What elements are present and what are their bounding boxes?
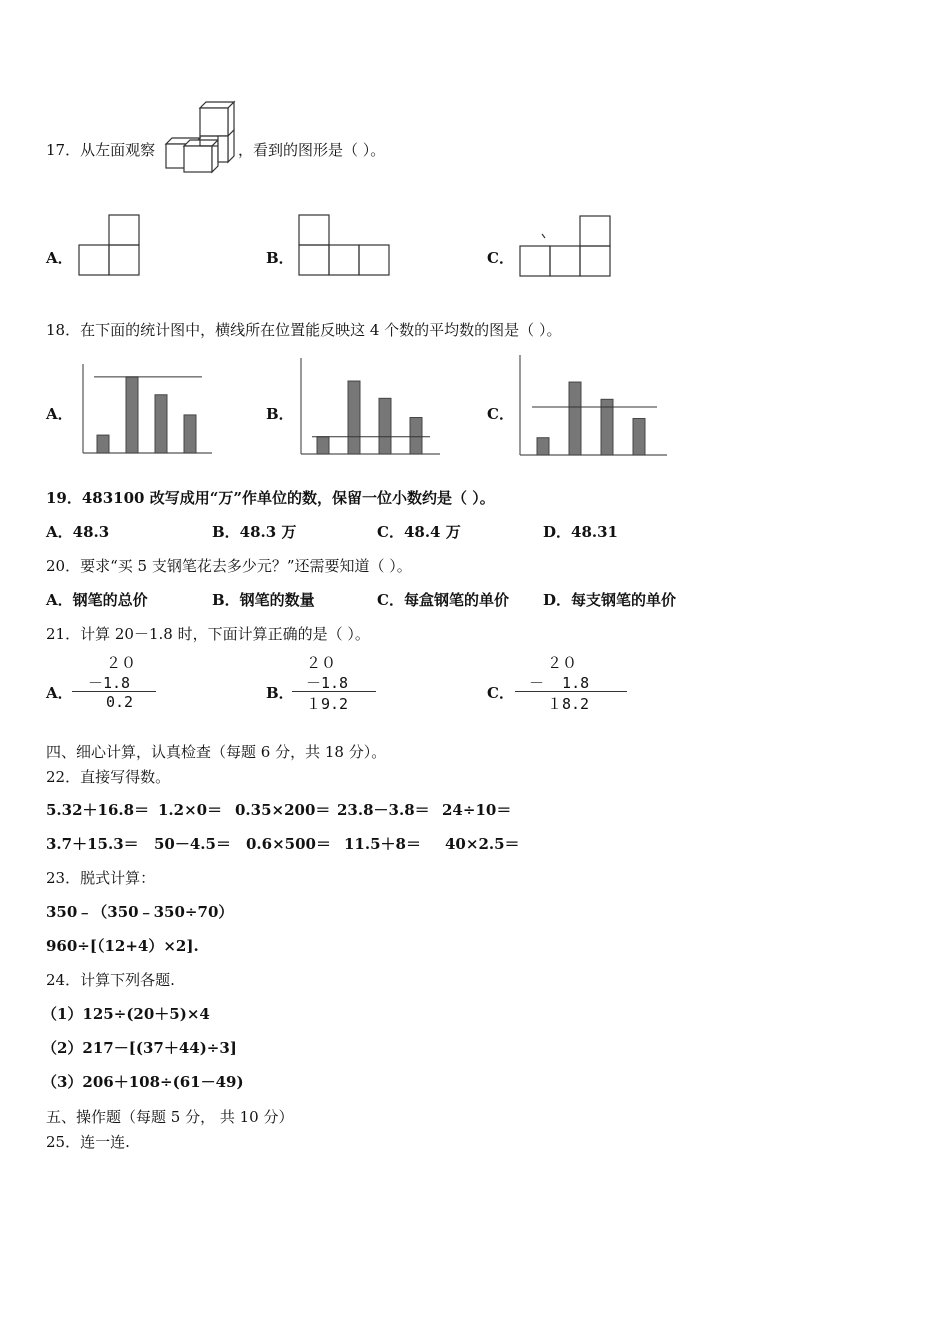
q20-question: 20．要求“买 5 支钢笔花去多少元？”还需要知道（ ）。	[46, 557, 412, 575]
q19-question: 19．483100 改写成用“万”作单位的数，保留一位小数约是（ ）。	[46, 489, 495, 507]
calc-b-rule	[292, 691, 376, 692]
q18-chart-c	[517, 353, 669, 457]
calc-b-minus: －1.8	[306, 674, 349, 692]
q17-question	[46, 140, 155, 160]
calc-c-top: ２０	[547, 654, 578, 672]
chart-bar-4	[410, 418, 422, 454]
q24-item-1: （1）125÷(20＋5)×4	[42, 1005, 210, 1023]
q17-shape-b	[297, 213, 391, 277]
calc-c-rule	[515, 691, 627, 692]
q17-suffix: ，看到的图形是（ ）。	[238, 141, 386, 159]
q17-cube-figure	[164, 100, 240, 176]
q20-option-d[interactable]: D．每支钢笔的单价	[543, 591, 677, 609]
q22-r1-item-3: 0.35×200＝	[235, 801, 331, 819]
q19-option-c[interactable]: C．48.4 万	[377, 523, 461, 541]
chart-bar-3	[379, 398, 391, 454]
chart-bar-3	[601, 399, 613, 455]
q23-item-1: 350﹣（350﹣350÷70）	[46, 903, 234, 921]
q17-shape-c	[518, 214, 612, 278]
q20-option-a[interactable]: A．钢笔的总价	[46, 591, 148, 609]
q22-r1-item-5: 24÷10＝	[442, 801, 512, 819]
q22-r1-item-1: 5.32＋16.8＝	[46, 801, 150, 819]
calc-a-top: ２０	[106, 654, 137, 672]
q21-option-c[interactable]: C．	[487, 684, 514, 702]
q21-question: 21．计算 20－1.8 时，下面计算正确的是（ ）。	[46, 625, 370, 643]
q17-suffix-line	[238, 140, 385, 160]
chart-bar-4	[633, 419, 645, 455]
q19-option-a[interactable]: A．48.3	[46, 523, 110, 541]
q22-r2-item-2: 50－4.5＝	[154, 835, 231, 853]
chart-bar-3	[155, 395, 167, 453]
q22-r1-item-4: 23.8－3.8＝	[337, 801, 430, 819]
section-5-heading: 五、操作题（每题 5 分， 共 10 分）	[46, 1108, 294, 1126]
chart-bar-4	[184, 415, 196, 453]
q17-option-c[interactable]: C．	[487, 249, 514, 267]
q18-option-b[interactable]: B．	[266, 405, 294, 423]
chart-bar-1	[97, 435, 109, 453]
q23-title: 23．脱式计算：	[46, 869, 156, 887]
calc-c-result: １8.2	[547, 695, 590, 713]
q24-title: 24．计算下列各题.	[46, 971, 175, 989]
chart-bar-2	[569, 382, 581, 455]
q17-option-a[interactable]: A．	[46, 249, 73, 267]
q18-option-c[interactable]: C．	[487, 405, 514, 423]
q20-option-c[interactable]: C．每盒钢笔的单价	[377, 591, 509, 609]
calc-b-top: ２０	[306, 654, 337, 672]
calc-a-result: 0.2	[106, 693, 134, 711]
q22-r2-item-1: 3.7＋15.3＝	[46, 835, 139, 853]
q22-title: 22．直接写得数。	[46, 768, 171, 786]
q17-shape-a	[78, 213, 142, 277]
q18-question: 18．在下面的统计图中，横线所在位置能反映这 4 个数的平均数的图是（ ）。	[46, 321, 562, 339]
q21-option-b[interactable]: B．	[266, 684, 294, 702]
q22-r2-item-5: 40×2.5＝	[445, 835, 520, 853]
calc-a-rule	[72, 691, 156, 692]
q19-option-d[interactable]: D．48.31	[543, 523, 618, 541]
q24-item-3: （3）206＋108÷(61－49)	[42, 1073, 244, 1091]
chart-bar-1	[317, 437, 329, 454]
q22-r2-item-3: 0.6×500＝	[246, 835, 331, 853]
q22-r1-item-2: 1.2×0＝	[158, 801, 223, 819]
q21-option-a[interactable]: A．	[46, 684, 73, 702]
calc-b-result: １9.2	[306, 695, 349, 713]
q19-option-b[interactable]: B．48.3 万	[212, 523, 297, 541]
chart-bar-1	[537, 438, 549, 455]
q17-prefix: 17．从左面观察	[46, 141, 156, 159]
calc-c-minus: － 1.8	[529, 674, 590, 692]
q24-item-2: （2）217－[(37＋44)÷3]	[42, 1039, 237, 1057]
q18-chart-b	[298, 356, 442, 456]
q18-option-a[interactable]: A．	[46, 405, 73, 423]
section-4-heading: 四、细心计算，认真检查（每题 6 分，共 18 分）。	[46, 743, 387, 761]
q20-option-b[interactable]: B．钢笔的数量	[212, 591, 315, 609]
q25-title: 25．连一连.	[46, 1133, 130, 1151]
q23-item-2: 960÷[（12+4）×2].	[46, 937, 199, 955]
calc-a-minus: －1.8	[88, 674, 131, 692]
chart-bar-2	[126, 377, 138, 453]
q18-chart-a	[80, 362, 214, 456]
q17-option-b[interactable]: B．	[266, 249, 294, 267]
q22-r2-item-4: 11.5＋8＝	[344, 835, 421, 853]
chart-bar-2	[348, 381, 360, 454]
